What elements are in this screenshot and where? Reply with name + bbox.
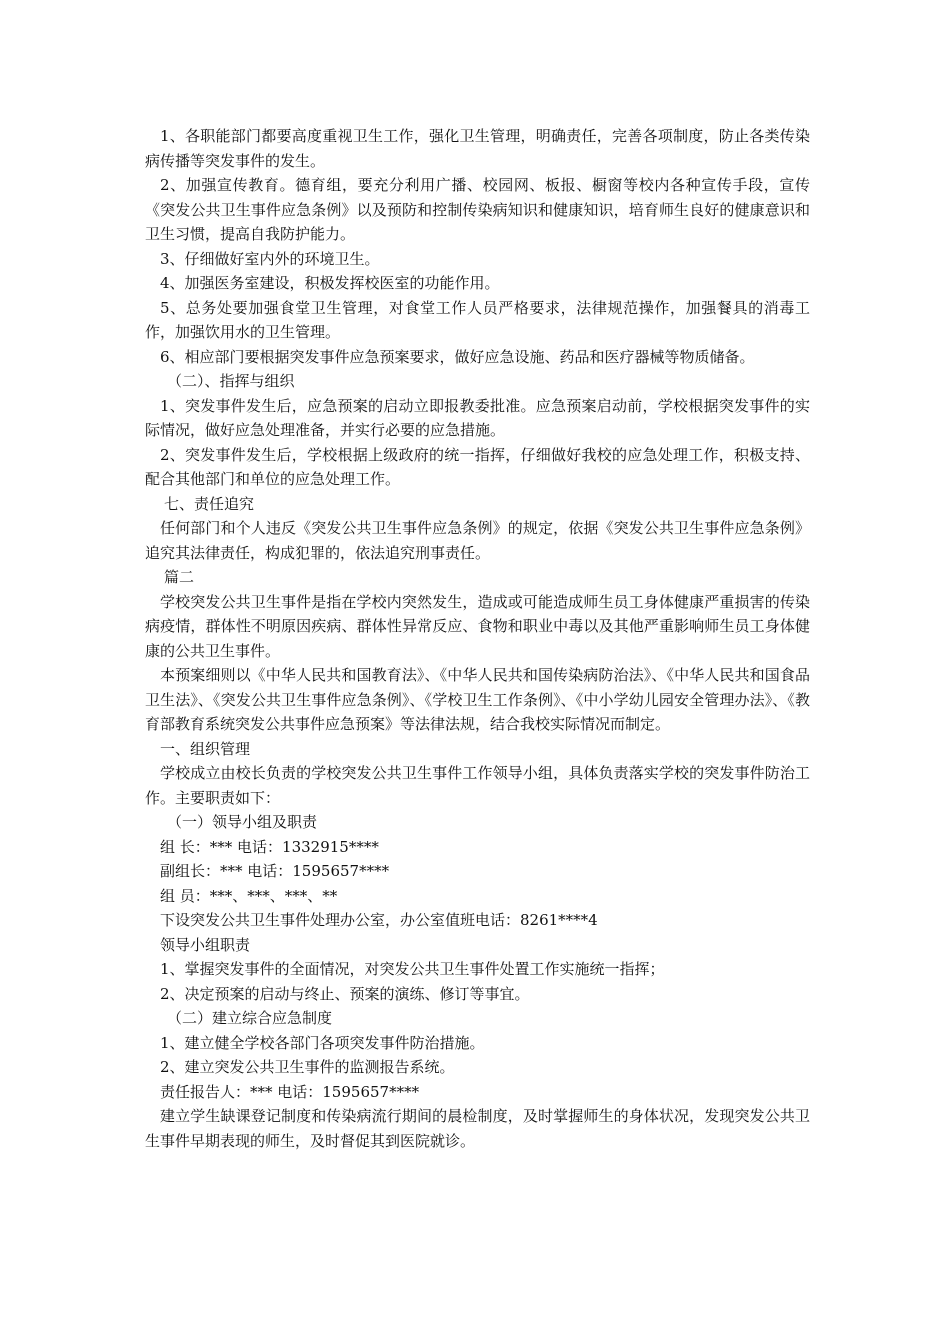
contact-line: 副组长：*** 电话：1595657**** [160,862,390,880]
contact-line: 组 长：*** 电话：1332915**** [160,837,379,856]
section-heading: （一）领导小组及职责 [167,813,318,831]
paragraph: 1、各职能部门都要高度重视卫生工作，强化卫生管理，明确责任，完善各项制度，防止各类传染病传播等突发事件的发生。 [145,127,810,170]
document-page [145,124,810,1153]
paragraph: 1、突发事件发生后，应急预案的启动立即报教委批准。应急预案启动前，学校根据突发事件的实际情况，做好应急处理准备，并实行必要的应急措施。 [145,396,810,439]
paragraph: 下设突发公共卫生事件处理办公室，办公室值班电话：8261****4 [160,911,598,929]
contact-line: 组 员：***、***、***、** [160,886,338,905]
paragraph: 5、总务处要加强食堂卫生管理，对食堂工作人员严格要求，法律规范操作，加强餐具的消毒工作，加强饮用水的卫生管理。 [145,298,810,341]
paragraph: 2、建立突发公共卫生事件的监测报告系统。 [160,1058,455,1076]
paragraph: 任何部门和个人违反《突发公共卫生事件应急条例》的规定，依据《突发公共卫生事件应急条例》追究其法律责任，构成犯罪的，依法追究刑事责任。 [145,519,810,562]
paragraph: 学校突发公共卫生事件是指在学校内突然发生，造成或可能造成师生员工身体健康严重损害的传染病疫情，群体性不明原因疾病、群体性异常反应、食物和职业中毒以及其他严重影响师生员工身体健康的公共卫生事件。 [145,592,810,660]
paragraph: 3、仔细做好室内外的环境卫生。 [160,249,380,268]
paragraph: 本预案细则以《中华人民共和国教育法》、《中华人民共和国传染病防治法》、《中华人民共和国食品卫生法》、《突发公共卫生事件应急条例》、《学校卫生工作条例》、《中小学幼儿园安全管理办法》、《教育部教育系统突发公共事件应急预案》等法律法规，结合我校实际情况而制定。 [145,666,810,733]
section-heading: （二）建立综合应急制度 [167,1009,333,1027]
paragraph: 2、决定预案的启动与终止、预案的演练、修订等事宜。 [160,984,530,1003]
paragraph: 6、相应部门要根据突发事件应急预案要求，做好应急设施、药品和医疗器械等物质储备。 [160,347,755,366]
section-heading: 篇二 [164,568,195,586]
paragraph: 2、加强宣传教育。德育组，要充分利用广播、校园网、板报、橱窗等校内各种宣传手段，宣传《突发公共卫生事件应急条例》以及预防和控制传染病知识和健康知识，培育师生良好的健康意识和卫生习惯，提高自我防护能力。 [145,176,810,243]
paragraph: 2、突发事件发生后，学校根据上级政府的统一指挥，仔细做好我校的应急处理工作，积极支持、配合其他部门和单位的应急处理工作。 [145,445,810,488]
section-heading: 领导小组职责 [160,935,251,954]
paragraph: 1、建立健全学校各部门各项突发事件防治措施。 [160,1033,485,1052]
paragraph: 学校成立由校长负责的学校突发公共卫生事件工作领导小组，具体负责落实学校的突发事件防治工作。主要职责如下： [145,764,810,807]
contact-line: 责任报告人：*** 电话：1595657**** [160,1082,420,1101]
paragraph: 建立学生缺课登记制度和传染病流行期间的晨检制度，及时掌握师生的身体状况，发现突发公共卫生事件早期表现的师生，及时督促其到医院就诊。 [145,1107,810,1150]
paragraph: 4、加强医务室建设，积极发挥校医室的功能作用。 [160,274,500,292]
section-heading: （二）、指挥与组织 [167,372,295,390]
section-heading: 七、责任追究 [164,494,255,513]
paragraph: 1、掌握突发事件的全面情况，对突发公共卫生事件处置工作实施统一指挥； [160,960,665,978]
section-heading: 一、组织管理 [160,739,251,758]
